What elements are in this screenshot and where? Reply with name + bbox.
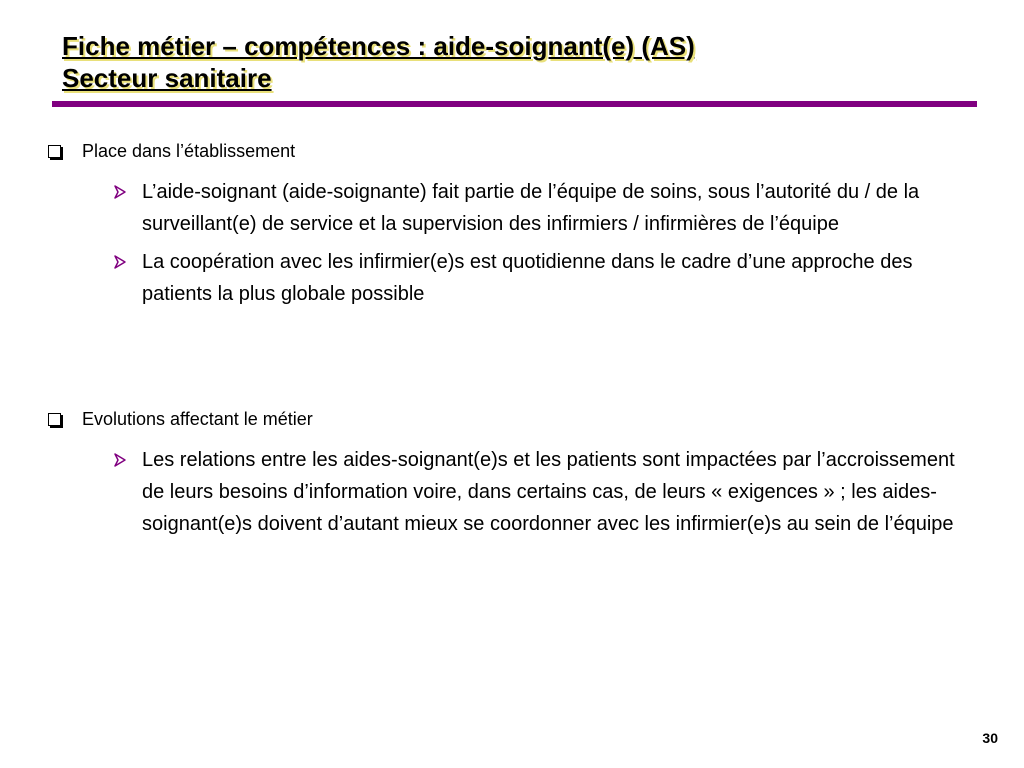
section-heading-text: Evolutions affectant le métier (82, 409, 313, 429)
list-item-text: La coopération avec les infirmier(e)s est quotidienne dans le cadre d’une approche des patients la plus globale possible (142, 251, 913, 305)
arrow-bullet-icon (112, 184, 128, 200)
list-item (142, 444, 962, 540)
list-item-text: L’aide-soignant (aide-soignante) fait partie de l’équipe de soins, sous l’autorité du / de la surveillant(e) de service et la supervision des infirmiers / infirmières de l’équipe (142, 181, 920, 235)
page-number: 30 (982, 730, 998, 746)
section-place (48, 140, 962, 310)
section-heading-text: Place dans l’établissement (82, 141, 296, 161)
title-line-1: Fiche métier – compétences : aide-soignant(e) (AS) (62, 31, 695, 61)
arrow-bullet-icon (112, 254, 128, 270)
list-item (142, 176, 962, 240)
list-item (142, 246, 962, 310)
list-item-text: Les relations entre les aides-soignant(e)s et les patients sont impactées par l’accroissement de leurs besoins d’information voire, dans certains cas, de leurs « exigences » ; les aides-soignant(e)s doivent d’autant mieux se coordonner avec les infirmier(e)s au sein de l’équipe (142, 449, 955, 535)
title-line-2: Secteur sanitaire (62, 63, 272, 93)
section-evolutions (48, 408, 962, 540)
checkbox-bullet-icon (48, 413, 61, 426)
title-divider (52, 101, 977, 107)
slide-title (62, 30, 695, 94)
arrow-bullet-icon (112, 452, 128, 468)
section-heading (48, 140, 962, 162)
section-heading (48, 408, 962, 430)
checkbox-bullet-icon (48, 145, 61, 158)
